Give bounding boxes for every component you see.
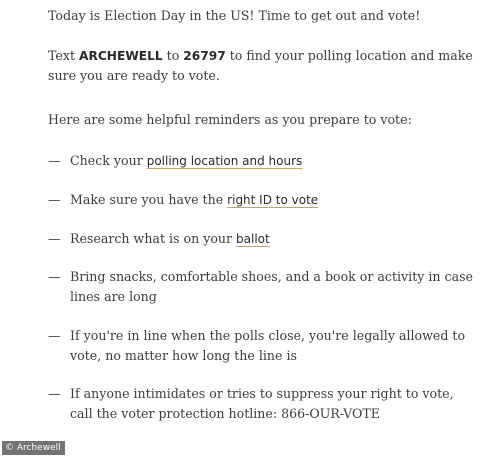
polling-location-link[interactable]: polling location and hours	[146, 154, 303, 168]
text-prefix: Text	[48, 48, 80, 63]
right-id-link[interactable]: right ID to vote	[227, 193, 319, 207]
dash-bullet: —	[48, 192, 61, 207]
list-item-text: Bring snacks, comfortable shoes, and a book or activity in case lines are long	[70, 269, 473, 304]
dash-bullet: —	[48, 269, 61, 284]
dash-bullet: —	[48, 153, 61, 168]
item3-prefix: Research what is on your	[70, 231, 237, 246]
text-instruction-paragraph	[48, 46, 478, 86]
ballot-link[interactable]: ballot	[236, 232, 270, 246]
image-credit-watermark: © Archewell	[2, 441, 65, 455]
keyword-archewell: ARCHEWELL	[79, 49, 163, 63]
reminders-heading-text: Here are some helpful reminders as you prepare to vote:	[48, 112, 412, 127]
dash-bullet: —	[48, 231, 61, 246]
reminders-heading	[48, 110, 412, 130]
list-item-text	[70, 151, 475, 171]
list-item-text: If you're in line when the polls close, you're legally allowed to vote, no matter how long the line is	[70, 328, 466, 363]
intro-paragraph	[48, 6, 420, 26]
list-item-text	[70, 190, 475, 210]
shortcode-number: 26797	[183, 49, 226, 63]
intro-text: Today is Election Day in the US! Time to get out and vote!	[48, 8, 421, 23]
dash-bullet: —	[48, 386, 61, 401]
list-item-text: If anyone intimidates or tries to suppress your right to vote, call the voter protection hotline: 866-OUR-VOTE	[70, 386, 454, 421]
item1-prefix: Check your	[70, 153, 147, 168]
list-item-text	[70, 229, 475, 249]
text-suffix: to find your polling location and make sure you are ready to vote.	[48, 48, 473, 83]
item2-prefix: Make sure you have the	[70, 192, 228, 207]
text-mid: to	[162, 48, 184, 63]
dash-bullet: —	[48, 328, 61, 343]
